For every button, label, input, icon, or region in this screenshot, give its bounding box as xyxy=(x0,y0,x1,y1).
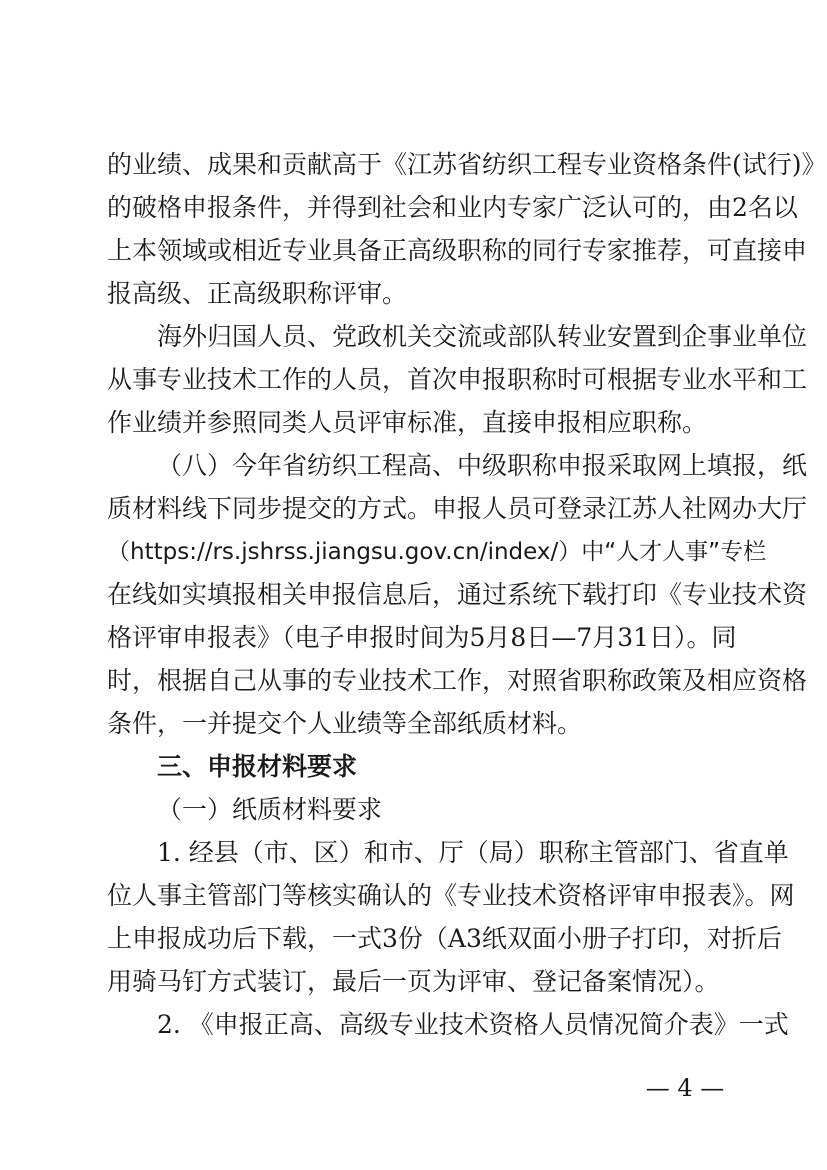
paragraph-line: 1. 经县（市、区）和市、厅（局）职称主管部门、省直单 xyxy=(157,838,789,867)
paragraph-line: 上申报成功后下载，一式3份（A3纸双面小册子打印，对折后 xyxy=(107,924,782,953)
paragraph-line: 的破格申报条件，并得到社会和业内专家广泛认可的，由2名以 xyxy=(107,193,798,222)
paragraph-line: 报高级、正高级职称评审。 xyxy=(107,279,408,308)
section-heading: 三、申报材料要求 xyxy=(157,752,358,781)
paragraph-line: 条件，一并提交个人业绩等全部纸质材料。 xyxy=(107,709,583,738)
subsection-heading: （一）纸质材料要求 xyxy=(157,795,383,824)
paragraph-line: 上本领域或相近专业具备正高级职称的同行专家推荐，可直接申 xyxy=(107,236,808,265)
paragraph-line: 作业绩并参照同类人员评审标准，直接申报相应职称。 xyxy=(107,408,708,437)
paragraph-line: 用骑马钉方式装订，最后一页为评审、登记备案情况）。 xyxy=(107,967,720,996)
page-number: — 4 — xyxy=(645,1074,725,1102)
paragraph-line: 质材料线下同步提交的方式。申报人员可登录江苏人社网办大厅 xyxy=(107,494,808,523)
paragraph-line: 在线如实填报相关申报信息后，通过系统下载打印《专业技术资 xyxy=(107,580,808,609)
paragraph-line-url: （https://rs.jshrss.jiangsu.gov.cn/index/）中“人才人事”专栏 xyxy=(107,539,767,565)
paragraph-line: （八）今年省纺织工程高、中级职称申报采取网上填报，纸 xyxy=(157,451,808,480)
paragraph-line: 时，根据自己从事的专业技术工作，对照省职称政策及相应资格 xyxy=(107,666,808,695)
paragraph-line: 海外归国人员、党政机关交流或部队转业安置到企事业单位 xyxy=(157,322,808,351)
paragraph-line: 格评审申报表》（电子申报时间为5月8日—7月31日）。同 xyxy=(107,623,737,652)
paragraph-line: 位人事主管部门等核实确认的《专业技术资格评审申报表》。网 xyxy=(107,881,795,910)
paragraph-line: 2. 《申报正高、高级专业技术资格人员情况简介表》一式 xyxy=(157,1010,789,1039)
paragraph-line: 的业绩、成果和贡献高于《江苏省纺织工程专业资格条件(试行)》 xyxy=(107,150,827,179)
paragraph-line: 从事专业技术工作的人员，首次申报职称时可根据专业水平和工 xyxy=(107,365,808,394)
